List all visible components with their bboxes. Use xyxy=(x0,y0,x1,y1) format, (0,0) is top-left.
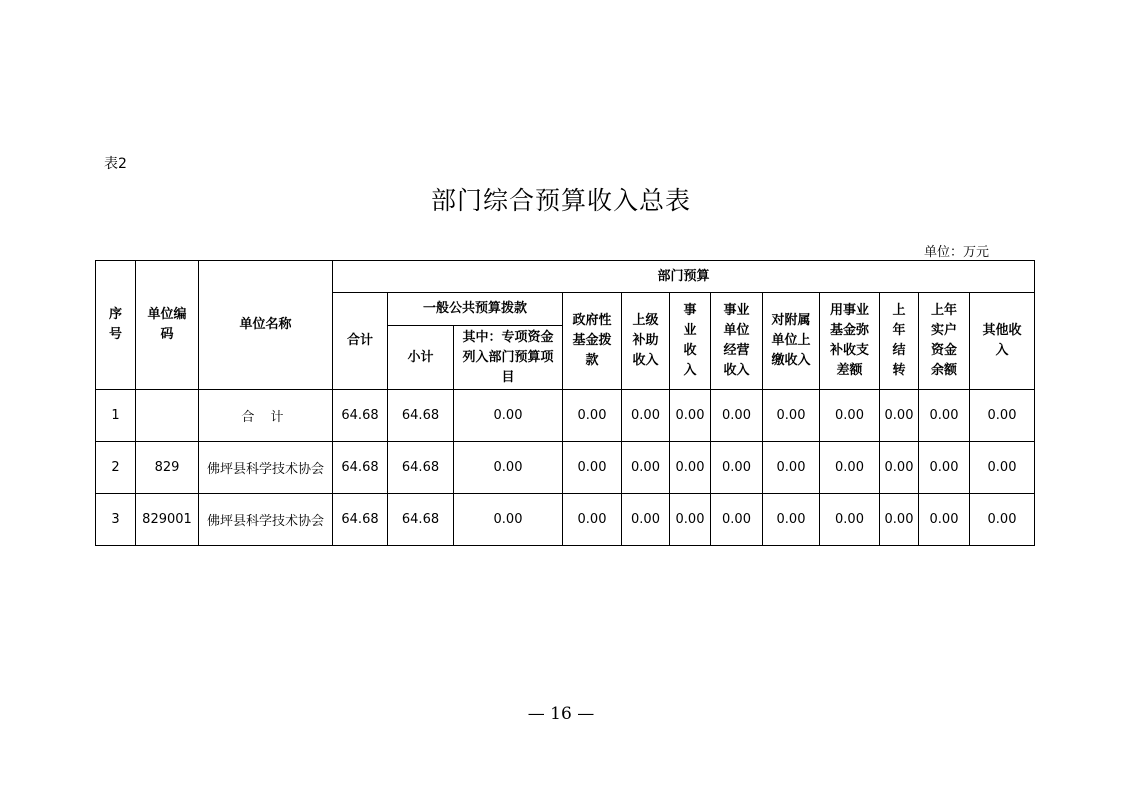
cell-superior: 0.00 xyxy=(622,442,670,494)
cell-seq: 1 xyxy=(96,390,136,442)
cell-name: 佛坪县科学技术协会 xyxy=(199,494,333,546)
cell-career: 0.00 xyxy=(670,494,711,546)
cell-seq: 2 xyxy=(96,442,136,494)
cell-seq: 3 xyxy=(96,494,136,546)
cell-code: 829001 xyxy=(136,494,199,546)
cell-subtotal: 64.68 xyxy=(388,442,454,494)
header-special-funds: 其中：专项资金列入部门预算项目 xyxy=(454,326,563,390)
cell-operation: 0.00 xyxy=(711,494,763,546)
cell-account-balance: 0.00 xyxy=(919,494,970,546)
cell-career: 0.00 xyxy=(670,390,711,442)
cell-total: 64.68 xyxy=(333,390,388,442)
cell-code: 829 xyxy=(136,442,199,494)
header-unit-code: 单位编码 xyxy=(136,261,199,390)
header-other-income: 其他收入 xyxy=(970,293,1035,390)
page-title: 部门综合预算收入总表 xyxy=(430,186,691,215)
header-row-1 xyxy=(96,261,1035,293)
cell-other: 0.00 xyxy=(970,442,1035,494)
cell-superior: 0.00 xyxy=(622,494,670,546)
cell-total: 64.68 xyxy=(333,442,388,494)
cell-gov-fund: 0.00 xyxy=(563,494,622,546)
header-dept-budget: 部门预算 xyxy=(333,261,1035,293)
header-prev-account-balance: 上年实户资金余额 xyxy=(919,293,970,390)
cell-superior: 0.00 xyxy=(622,390,670,442)
header-career-fund-balance: 用事业基金弥补收支差额 xyxy=(820,293,880,390)
cell-career: 0.00 xyxy=(670,442,711,494)
table-row xyxy=(96,390,1035,442)
header-unit-name: 单位名称 xyxy=(199,261,333,390)
header-prev-carryover: 上年结转 xyxy=(880,293,919,390)
header-affiliated-income: 对附属单位上缴收入 xyxy=(763,293,820,390)
cell-other: 0.00 xyxy=(970,390,1035,442)
cell-carryover: 0.00 xyxy=(880,494,919,546)
cell-affiliated: 0.00 xyxy=(763,494,820,546)
header-subtotal: 小计 xyxy=(388,326,454,390)
cell-gov-fund: 0.00 xyxy=(563,442,622,494)
table-row xyxy=(96,494,1035,546)
cell-special: 0.00 xyxy=(454,390,563,442)
cell-subtotal: 64.68 xyxy=(388,390,454,442)
cell-account-balance: 0.00 xyxy=(919,390,970,442)
cell-subtotal: 64.68 xyxy=(388,494,454,546)
cell-carryover: 0.00 xyxy=(880,442,919,494)
cell-gov-fund: 0.00 xyxy=(563,390,622,442)
cell-code xyxy=(136,390,199,442)
cell-total: 64.68 xyxy=(333,494,388,546)
cell-name: 佛坪县科学技术协会 xyxy=(199,442,333,494)
cell-special: 0.00 xyxy=(454,494,563,546)
cell-operation: 0.00 xyxy=(711,390,763,442)
budget-table xyxy=(95,260,1035,546)
table-row xyxy=(96,442,1035,494)
cell-fund-balance: 0.00 xyxy=(820,494,880,546)
header-total: 合计 xyxy=(333,293,388,390)
table-label: 表2 xyxy=(104,156,127,172)
cell-affiliated: 0.00 xyxy=(763,442,820,494)
page-number: — 16 — xyxy=(527,704,595,724)
cell-account-balance: 0.00 xyxy=(919,442,970,494)
header-seq: 序号 xyxy=(96,261,136,390)
cell-affiliated: 0.00 xyxy=(763,390,820,442)
cell-operation: 0.00 xyxy=(711,442,763,494)
header-career-operation: 事业单位经营收入 xyxy=(711,293,763,390)
cell-other: 0.00 xyxy=(970,494,1035,546)
header-superior-subsidy: 上级补助收入 xyxy=(622,293,670,390)
cell-special: 0.00 xyxy=(454,442,563,494)
unit-label: 单位：万元 xyxy=(924,245,990,260)
header-career-income: 事业收入 xyxy=(670,293,711,390)
header-gov-fund: 政府性基金拨款 xyxy=(563,293,622,390)
cell-name: 合 计 xyxy=(199,390,333,442)
cell-fund-balance: 0.00 xyxy=(820,442,880,494)
header-general-public: 一般公共预算拨款 xyxy=(388,293,563,326)
cell-fund-balance: 0.00 xyxy=(820,390,880,442)
cell-carryover: 0.00 xyxy=(880,390,919,442)
